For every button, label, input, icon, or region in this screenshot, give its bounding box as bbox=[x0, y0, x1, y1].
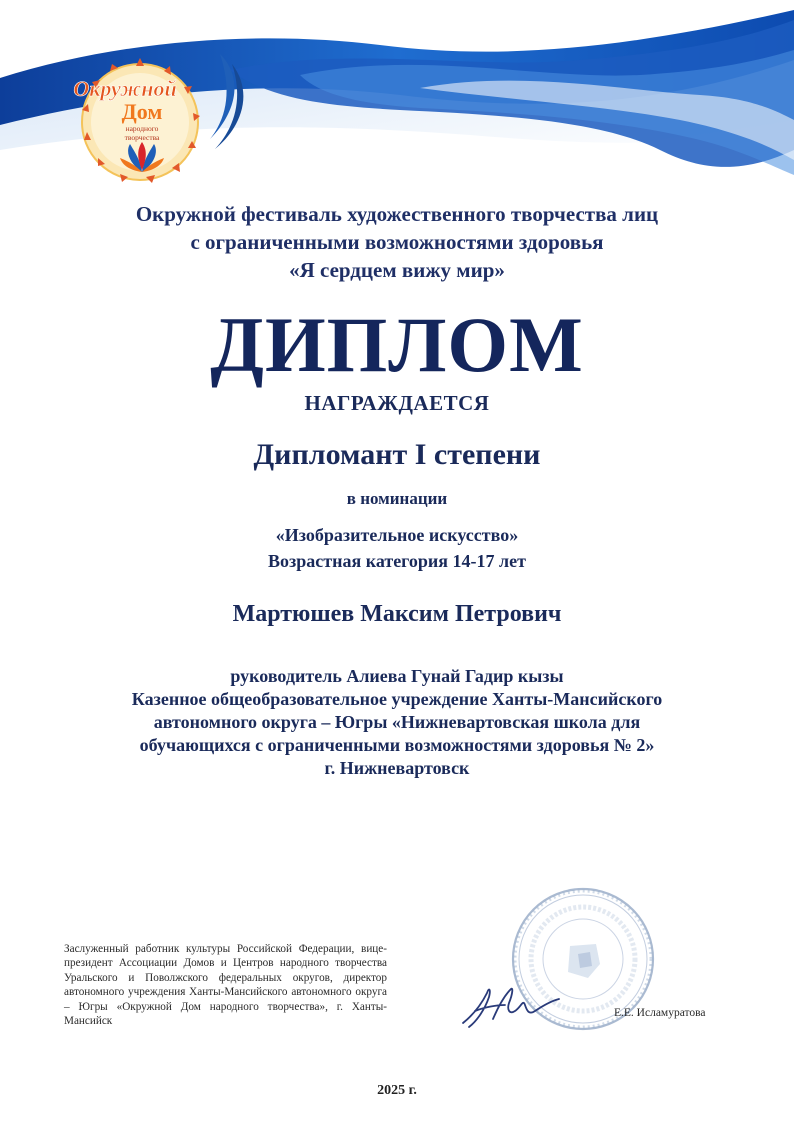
nomination-name: «Изобразительное искусство» bbox=[275, 525, 519, 545]
handwritten-signature bbox=[455, 975, 565, 1035]
festival-logo bbox=[70, 44, 270, 194]
year-label: 2025 г. bbox=[377, 1083, 417, 1098]
degree-label: Дипломант I степени bbox=[253, 438, 541, 471]
in-nomination-label: в номинации bbox=[346, 489, 448, 508]
festival-line-2: с ограниченными возможностями здоровья bbox=[190, 230, 604, 254]
supervisor-block bbox=[0, 665, 794, 780]
supervisor-line-4: обучающихся с ограниченными возможностями здоровья № 2» bbox=[139, 735, 655, 755]
supervisor-line-2: Казенное общеобразовательное учреждение Ханты-Мансийского bbox=[131, 689, 663, 709]
festival-title bbox=[0, 200, 794, 284]
logo-text-tvorchestva: творчества bbox=[124, 133, 160, 142]
diploma-title: ДИПЛОМ bbox=[210, 301, 584, 388]
signer-name: Е.Е. Исламуратова bbox=[614, 1007, 706, 1019]
supervisor-line-3: автономного округа – Югры «Нижневартовская школа для bbox=[153, 712, 641, 732]
logo-text-narodnogo: народного bbox=[125, 124, 159, 133]
age-category: Возрастная категория 14-17 лет bbox=[268, 551, 526, 571]
awarded-label: НАГРАЖДАЕТСЯ bbox=[304, 391, 490, 415]
festival-line-1: Окружной фестиваль художественного творчества лиц bbox=[135, 202, 659, 226]
recipient-name: Мартюшев Максим Петрович bbox=[232, 601, 562, 627]
supervisor-line-5: г. Нижневартовск bbox=[324, 758, 470, 778]
logo-text-dom: Дом bbox=[121, 99, 163, 124]
nomination-block bbox=[0, 522, 794, 574]
supervisor-line-1: руководитель Алиева Гунай Гадир кызы bbox=[230, 666, 564, 686]
festival-line-3: «Я сердцем вижу мир» bbox=[289, 258, 505, 282]
signer-description: Заслуженный работник культуры Российской Федерации, вице-президент Ассоциации Домов и Центров народного творчества Уральского и Поволжского федеральных округов, директор автономного учреждения Ханты-Мансийского автономного округа – Югры «Окружной Дом народного творчества», г. Ханты-Мансийск bbox=[64, 943, 387, 1028]
logo-text-okruzhnoy: Окружной bbox=[73, 76, 177, 101]
